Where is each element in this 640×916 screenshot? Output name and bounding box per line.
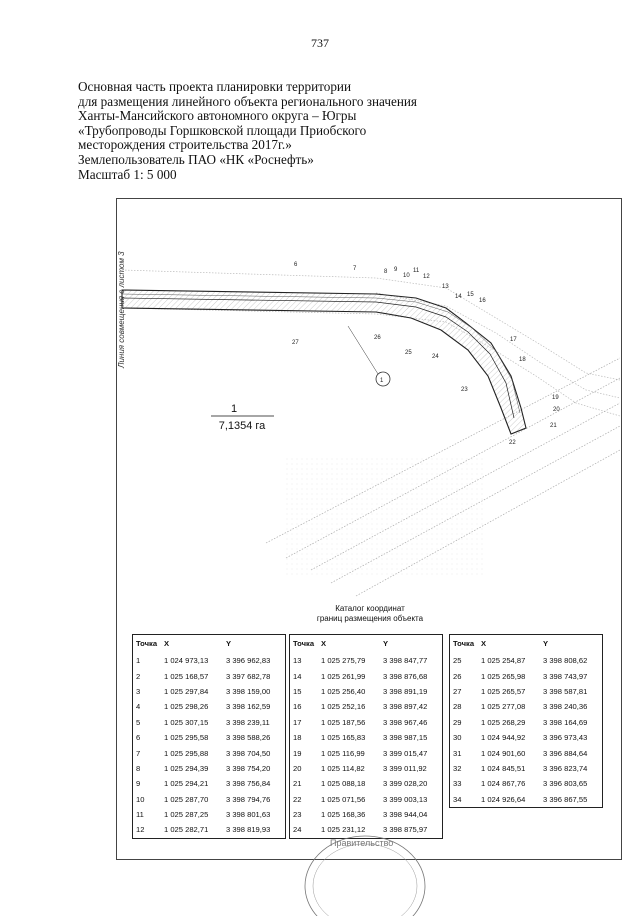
scale-label: Масштаб 1: 5 000 [78, 166, 177, 182]
point-number-cell: 13 [293, 656, 302, 666]
table-row [290, 792, 443, 807]
point-number-cell: 31 [453, 748, 462, 758]
point-number-cell: 17 [293, 717, 302, 727]
table-row [290, 761, 443, 776]
point-number-cell: 25 [453, 656, 462, 666]
table-header-row [133, 635, 286, 654]
x-coordinate-cell: 1 025 168,36 [321, 810, 366, 820]
x-coordinate-cell: 1 025 294,39 [164, 763, 209, 773]
point-number-cell: 29 [453, 717, 462, 727]
y-coordinate-cell: 3 398 967,46 [383, 717, 428, 727]
point-number-cell: 26 [453, 671, 462, 681]
y-coordinate-cell: 3 398 704,50 [226, 748, 271, 758]
table-row [290, 668, 443, 683]
y-coordinate-cell: 3 399 028,20 [383, 779, 428, 789]
point-number-cell: 21 [293, 779, 302, 789]
y-coordinate-cell: 3 397 682,78 [226, 671, 271, 681]
x-coordinate-cell: 1 024 926,64 [481, 794, 526, 804]
y-coordinate-cell: 3 398 754,20 [226, 763, 271, 773]
point-label: 23 [461, 387, 468, 393]
x-coordinate-cell: 1 025 287,70 [164, 794, 209, 804]
area-value: 7,1354 га [218, 420, 266, 432]
x-coordinate-cell: 1 025 295,88 [164, 748, 209, 758]
point-label: 10 [403, 273, 410, 279]
y-coordinate-cell: 3 398 239,11 [226, 717, 270, 727]
x-coordinate-cell: 1 025 088,18 [321, 779, 366, 789]
table-row [133, 792, 286, 807]
point-label: 25 [405, 350, 412, 356]
x-coordinate-cell: 1 024 973,13 [164, 656, 209, 666]
y-coordinate-cell: 3 398 875,97 [383, 825, 428, 835]
y-coordinate-cell: 3 398 743,97 [543, 671, 588, 681]
table-row [133, 807, 286, 822]
point-label: 8 [384, 269, 388, 275]
y-coordinate-cell: 3 396 962,83 [226, 656, 271, 666]
point-number-cell: 18 [293, 733, 302, 743]
table-row [450, 699, 603, 714]
point-number-cell: 20 [293, 763, 302, 773]
point-number-cell: 15 [293, 686, 302, 696]
point-label: 17 [510, 337, 517, 343]
table-row [133, 745, 286, 760]
x-coordinate-cell: 1 024 867,76 [481, 779, 526, 789]
table-row [133, 776, 286, 791]
table-row [450, 776, 603, 791]
x-coordinate-cell: 1 025 295,58 [164, 733, 209, 743]
column-header: Точка [453, 638, 475, 648]
x-coordinate-cell: 1 025 231,12 [321, 825, 366, 835]
page-number: 737 [311, 36, 329, 50]
table-row [450, 792, 603, 808]
point-label: 21 [550, 423, 557, 429]
point-number-cell: 5 [136, 717, 141, 727]
table-row [290, 684, 443, 699]
x-coordinate-cell: 1 025 268,29 [481, 717, 526, 727]
table-row [290, 776, 443, 791]
table-row [290, 730, 443, 745]
x-coordinate-cell: 1 025 307,15 [164, 717, 209, 727]
y-coordinate-cell: 3 398 162,59 [226, 702, 271, 712]
table-row [133, 653, 286, 668]
document-title [78, 80, 417, 182]
x-coordinate-cell: 1 025 297,84 [164, 686, 209, 696]
point-number-cell: 10 [136, 794, 145, 804]
x-coordinate-cell: 1 025 252,16 [321, 702, 366, 712]
hatched-zone [286, 458, 486, 578]
table-row [450, 715, 603, 730]
y-coordinate-cell: 3 399 011,92 [383, 763, 427, 773]
y-coordinate-cell: 3 398 587,81 [543, 686, 588, 696]
parcel-marker-label: 1 [380, 378, 384, 384]
column-header: Y [226, 638, 232, 648]
table-row [450, 761, 603, 776]
parcel-marker-leader [348, 326, 378, 374]
pipeline-boundary [122, 290, 526, 434]
table-row [290, 699, 443, 714]
table-row [133, 668, 286, 683]
point-number-cell: 30 [453, 733, 462, 743]
point-number-cell: 9 [136, 779, 141, 789]
y-coordinate-cell: 3 398 987,15 [383, 733, 428, 743]
point-label: 19 [552, 395, 559, 401]
catalog-title [270, 604, 470, 623]
point-number-cell: 23 [293, 810, 302, 820]
point-number-cell: 4 [136, 702, 141, 712]
column-header: Y [543, 638, 549, 648]
x-coordinate-cell: 1 025 168,57 [164, 671, 209, 681]
table-row [450, 745, 603, 760]
table-row [133, 715, 286, 730]
x-coordinate-cell: 1 025 256,40 [321, 686, 366, 696]
y-coordinate-cell: 3 396 803,65 [543, 779, 588, 789]
x-coordinate-cell: 1 025 116,99 [321, 748, 365, 758]
y-coordinate-cell: 3 399 003,13 [383, 794, 428, 804]
y-coordinate-cell: 3 396 823,74 [543, 763, 588, 773]
x-coordinate-cell: 1 025 275,79 [321, 656, 366, 666]
point-number-cell: 14 [293, 671, 302, 681]
area-number: 1 [230, 403, 238, 415]
x-coordinate-cell: 1 025 254,87 [481, 656, 526, 666]
y-coordinate-cell: 3 399 015,47 [383, 748, 428, 758]
table-row [133, 822, 286, 838]
x-coordinate-cell: 1 025 277,08 [481, 702, 526, 712]
y-coordinate-cell: 3 398 240,36 [543, 702, 588, 712]
seal-text: Правительство [330, 838, 394, 848]
x-coordinate-cell: 1 025 261,99 [321, 671, 366, 681]
point-label: 26 [374, 335, 381, 341]
coordinates-table-1 [132, 634, 286, 839]
y-coordinate-cell: 3 396 973,43 [543, 733, 588, 743]
table-row [450, 684, 603, 699]
column-header: X [164, 638, 170, 648]
table-row [290, 653, 443, 668]
x-coordinate-cell: 1 025 071,56 [321, 794, 366, 804]
point-number-cell: 19 [293, 748, 302, 758]
x-coordinate-cell: 1 025 114,82 [321, 763, 365, 773]
point-number-cell: 33 [453, 779, 462, 789]
coordinates-table-3 [449, 634, 603, 808]
point-number-cell: 27 [453, 686, 462, 696]
table-row [133, 761, 286, 776]
point-number-cell: 6 [136, 733, 141, 743]
x-coordinate-cell: 1 024 845,51 [481, 763, 526, 773]
y-coordinate-cell: 3 398 847,77 [383, 656, 428, 666]
catalog-title-line: границ размещения объекта [316, 613, 424, 623]
coordinates-table-2 [289, 634, 443, 839]
x-coordinate-cell: 1 025 287,25 [164, 810, 209, 820]
point-label: 12 [423, 274, 430, 280]
site-plan-map [116, 198, 620, 598]
y-coordinate-cell: 3 398 801,63 [226, 810, 271, 820]
table-header-row [290, 635, 443, 654]
point-number-cell: 12 [136, 825, 145, 835]
x-coordinate-cell: 1 025 294,21 [164, 779, 209, 789]
y-coordinate-cell: 3 398 891,19 [383, 686, 428, 696]
point-label: 22 [509, 440, 516, 446]
catalog-title-line: Каталог координат [335, 604, 405, 613]
point-number-cell: 1 [136, 656, 141, 666]
point-number-cell: 22 [293, 794, 302, 804]
point-label: 15 [467, 292, 474, 298]
x-coordinate-cell: 1 025 265,57 [481, 686, 526, 696]
x-coordinate-cell: 1 025 265,98 [481, 671, 526, 681]
y-coordinate-cell: 3 398 588,26 [226, 733, 271, 743]
title-line: Основная часть проекта планировки территории [78, 79, 352, 94]
table-row [133, 730, 286, 745]
title-line: месторождения строительства 2017г.» [78, 137, 292, 153]
point-label: 14 [455, 294, 462, 300]
y-coordinate-cell: 3 398 876,68 [383, 671, 428, 681]
point-label: 20 [553, 407, 560, 413]
point-label: 11 [413, 268, 420, 274]
point-number-cell: 3 [136, 686, 141, 696]
point-number-cell: 32 [453, 763, 462, 773]
x-coordinate-cell: 1 024 901,60 [481, 748, 526, 758]
point-label: 18 [519, 357, 526, 363]
point-number-cell: 8 [136, 763, 141, 773]
table-row [133, 699, 286, 714]
y-coordinate-cell: 3 398 159,00 [226, 686, 271, 696]
point-number-cell: 24 [293, 825, 302, 835]
y-coordinate-cell: 3 398 164,69 [543, 717, 588, 727]
x-coordinate-cell: 1 025 187,56 [321, 717, 366, 727]
y-coordinate-cell: 3 398 944,04 [383, 810, 428, 820]
table-row [450, 668, 603, 683]
column-header: Точка [293, 638, 315, 648]
y-coordinate-cell: 3 398 897,42 [383, 702, 428, 712]
column-header: X [481, 638, 487, 648]
y-coordinate-cell: 3 398 794,76 [226, 794, 271, 804]
column-header: X [321, 638, 327, 648]
point-number-cell: 2 [136, 671, 141, 681]
x-coordinate-cell: 1 024 944,92 [481, 733, 526, 743]
point-number-cell: 7 [136, 748, 141, 758]
title-line: Ханты-Мансийского автономного округа – Югры [78, 108, 357, 124]
table-row [133, 684, 286, 699]
point-number-cell: 16 [293, 702, 302, 712]
table-row [450, 730, 603, 745]
point-label: 27 [292, 340, 299, 346]
sheet-join-line-label: Линия совмещения с листом 3 [117, 251, 126, 368]
x-coordinate-cell: 1 025 165,83 [321, 733, 366, 743]
y-coordinate-cell: 3 396 867,55 [543, 794, 588, 804]
title-line: для размещения линейного объекта регионального значения [78, 93, 417, 109]
y-coordinate-cell: 3 398 808,62 [543, 656, 588, 666]
point-label: 24 [432, 354, 439, 360]
x-coordinate-cell: 1 025 282,71 [164, 825, 209, 835]
point-label: 9 [394, 267, 398, 273]
table-row [290, 715, 443, 730]
point-label: 16 [479, 298, 486, 304]
column-header: Точка [136, 638, 158, 648]
y-coordinate-cell: 3 398 819,93 [226, 825, 271, 835]
x-coordinate-cell: 1 025 298,26 [164, 702, 209, 712]
table-row [450, 653, 603, 668]
y-coordinate-cell: 3 398 756,84 [226, 779, 271, 789]
point-label: 6 [294, 262, 298, 268]
table-header-row [450, 635, 603, 654]
column-header: Y [383, 638, 389, 648]
point-label: 7 [353, 266, 357, 272]
point-label: 13 [442, 284, 449, 290]
title-line: Землепользователь ПАО «НК «Роснефть» [78, 151, 314, 167]
table-row [290, 745, 443, 760]
point-number-cell: 28 [453, 702, 462, 712]
table-row [290, 807, 443, 822]
point-number-cell: 11 [136, 810, 144, 820]
official-seal [300, 826, 430, 916]
y-coordinate-cell: 3 396 884,64 [543, 748, 588, 758]
point-number-cell: 34 [453, 794, 462, 804]
title-line: «Трубопроводы Горшковской площади Приобского [78, 122, 367, 138]
